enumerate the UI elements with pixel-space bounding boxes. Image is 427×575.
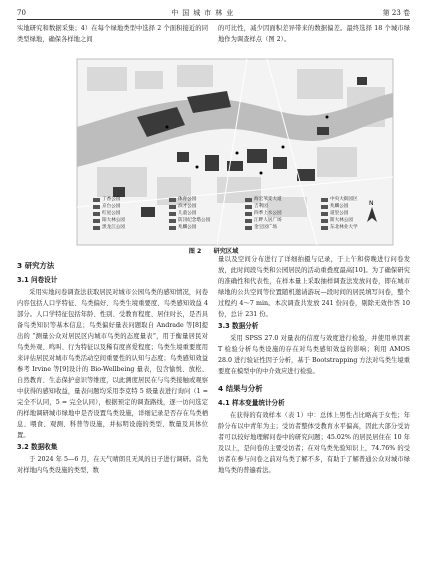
subsection-heading-4-1: 4.1 样本变量统计分析 (218, 399, 285, 407)
legend-item (93, 210, 165, 217)
legend-label: 黑龙江公园 (102, 225, 125, 230)
legend-swatch-icon (93, 219, 100, 223)
legend-item (245, 203, 317, 210)
paragraph-sample-stats: 在获得的有效样本（表 1）中：总体上男性占比略高于女性；年龄分布以中青年为主；受访者整体受教育水平偏高，因此大部分受访者可以较好地理解问卷中的研究问题；45.02% 的居民居住在 10 年及以上，是问卷的主要受访者；在对鸟类先验知识上，74.76% 的受访者在参与问卷之前对鸟类了解不多，有助于了解普通公众对城市绿地鸟类的普遍看法。 (218, 412, 410, 474)
map-legend (93, 196, 393, 231)
subsection-heading-3-2: 3.2 数据收集 (17, 443, 58, 451)
legend-swatch-icon (245, 226, 252, 230)
top-right-text (218, 23, 410, 45)
legend-label: 斯大林公园 (330, 218, 353, 223)
legend-item (93, 203, 165, 210)
legend-label: 京台公园 (102, 204, 121, 209)
top-left-text (17, 23, 208, 45)
legend-item (169, 224, 241, 231)
svg-text:N: N (369, 200, 374, 207)
legend-swatch-icon (169, 219, 176, 223)
header-rule (17, 19, 410, 20)
figure-title: 研究区域 (213, 248, 239, 255)
legend-label: 丁香公园 (102, 197, 121, 202)
legend-label: 体育公园 (178, 197, 197, 202)
legend-swatch-icon (169, 205, 176, 209)
legend-item (321, 224, 393, 231)
legend-item (321, 196, 393, 203)
right-column (218, 254, 410, 476)
legend-item (245, 196, 317, 203)
subsection-heading-3-1: 3.1 问卷设计 (17, 276, 58, 284)
legend-label: 吉利园 (254, 204, 268, 209)
legend-swatch-icon (169, 226, 176, 230)
legend-label: 阳大林公园 (102, 218, 125, 223)
legend-label: 滨才公园 (178, 204, 197, 209)
legend-label: 儿童公园 (178, 211, 197, 216)
legend-swatch-icon (245, 219, 252, 223)
legend-item (245, 217, 317, 224)
legend-swatch-icon (321, 212, 328, 216)
paragraph-questionnaire: 采用实地问卷调查法获取居民对城市公园鸟类的感知情况，问卷内容包括人口学特征、鸟类偏好、鸟类生境重要度、鸟类感知效益 4 部分。人口学特征包括年龄、性别、受教育程度、居住时长，是否具备鸟类知识等基本信息；鸟类偏好量表问题取自 Andrade 等[8]提出的 “测量公众对居民区内城市鸟类的态度量表”，用于衡量居民对鸟类外观、鸣叫、行为特征以及稀有度喜爱程度；鸟类生境重要度用来评估居民对城市鸟类活动空间重要性的认知与态度；鸟类感知效益参考 Irvine 等[9]设计的 Bio-Wellbeing 量表，包含愉悦、放松、自然教育、生态保护意识等维度，以此测度居民在与鸟类接触或观察中获得的感知收益，量表问题均采用李克特 5 级量表进行询问（1 = 完全不认同，5 = 完全认同），根据预定的调查路线，逐一访问选定的样地调研城市绿地中是否设置鸟类设施，详细记录是否存在鸟类栖息、喂食、观测、科普等设施，并标明设施的类型、数量及具体位置。 (17, 289, 208, 439)
legend-item (93, 224, 165, 231)
legend-swatch-icon (245, 198, 252, 202)
legend-swatch-icon (321, 205, 328, 209)
paragraph-data-collection: 于 2024 年 5—6 月，在天气晴朗且无风的日子进行调研。首先对样地内鸟类设施的类型、数 (17, 456, 208, 474)
legend-swatch-icon (321, 198, 328, 202)
legend-label: 四季上水公园 (254, 211, 282, 216)
subsection-heading-3-3: 3.3 数据分析 (218, 322, 259, 330)
legend-label: 金宝园广场 (254, 225, 277, 230)
section-heading-3: 3 研究方法 (17, 261, 55, 270)
legend-swatch-icon (93, 226, 100, 230)
legend-swatch-icon (93, 212, 100, 216)
journal-title: 中国城市林业 (171, 9, 238, 17)
figure-number: 图 2 (188, 248, 202, 255)
legend-swatch-icon (321, 219, 328, 223)
legend-item (93, 196, 165, 203)
legend-item (169, 210, 241, 217)
legend-item (245, 224, 317, 231)
paragraph-continued: 量以及空间分布进行了详细拍摄与记录，于上午和傍晚进行问卷发放，此时间段鸟类和公园居民的活动重叠度最高[10]。为了确保研究的准确性和代表性，在样本量上采取抽样调查法发放问卷，即在城市绿地的公共空间等位置随机邀请游玩—段时间的居民填写问卷，整个过程约 4～7 min。本次调查共发放 241 份问卷，剔除无效作答 10 份，总计 231 份。 (218, 256, 410, 318)
legend-swatch-icon (169, 198, 176, 202)
left-column (17, 254, 208, 476)
legend-item (169, 217, 241, 224)
top-left-paragraph: 实地研究和数据采集；4）在每个绿地类型中选择 2 个面积接近的同类型绿地，确保各样地之间 (17, 25, 208, 43)
top-right-paragraph: 的可比性，减少因面积差异带来的数据偏差。最终选择 18 个城市绿地作为调查样点（图 2）。 (218, 25, 410, 43)
legend-swatch-icon (245, 212, 252, 216)
legend-label: 防汛纪念塔公园 (178, 218, 211, 223)
legend-item (93, 217, 165, 224)
legend-swatch-icon (245, 205, 252, 209)
legend-swatch-icon (93, 198, 100, 202)
legend-label: 兆麟公园 (330, 204, 349, 209)
page-number: 70 (17, 9, 26, 17)
legend-label: 东北林业大学 (330, 225, 358, 230)
legend-item (245, 210, 317, 217)
legend-item (321, 203, 393, 210)
paragraph-data-analysis: 采用 SPSS 27.0 对量表的信度与效度进行检验，并使用单因素 T 检验分析鸟类设施的存在对鸟类感知效益的影响；利用 AMOS 28.0 进行验证性因子分析，基于 Bootstrapping 方法对鸟类生境重要度在模型中的中介效应进行检验。 (218, 335, 410, 375)
section-heading-4: 4 结果与分析 (218, 384, 263, 393)
legend-swatch-icon (321, 226, 328, 230)
legend-item (169, 203, 241, 210)
volume-label: 第 23 卷 (382, 9, 410, 17)
legend-item (169, 196, 241, 203)
legend-label: 中央大街园区 (330, 197, 358, 202)
legend-swatch-icon (169, 212, 176, 216)
legend-label: 海宏苇支大道 (254, 197, 282, 202)
legend-label: 道里公园 (330, 211, 349, 216)
legend-label: 江畔人居广场 (254, 218, 282, 223)
running-header (17, 6, 410, 20)
legend-label: 红星公园 (102, 211, 121, 216)
legend-item (321, 210, 393, 217)
legend-swatch-icon (93, 205, 100, 209)
legend-label: 兆麟公园 (178, 225, 197, 230)
legend-item (321, 217, 393, 224)
